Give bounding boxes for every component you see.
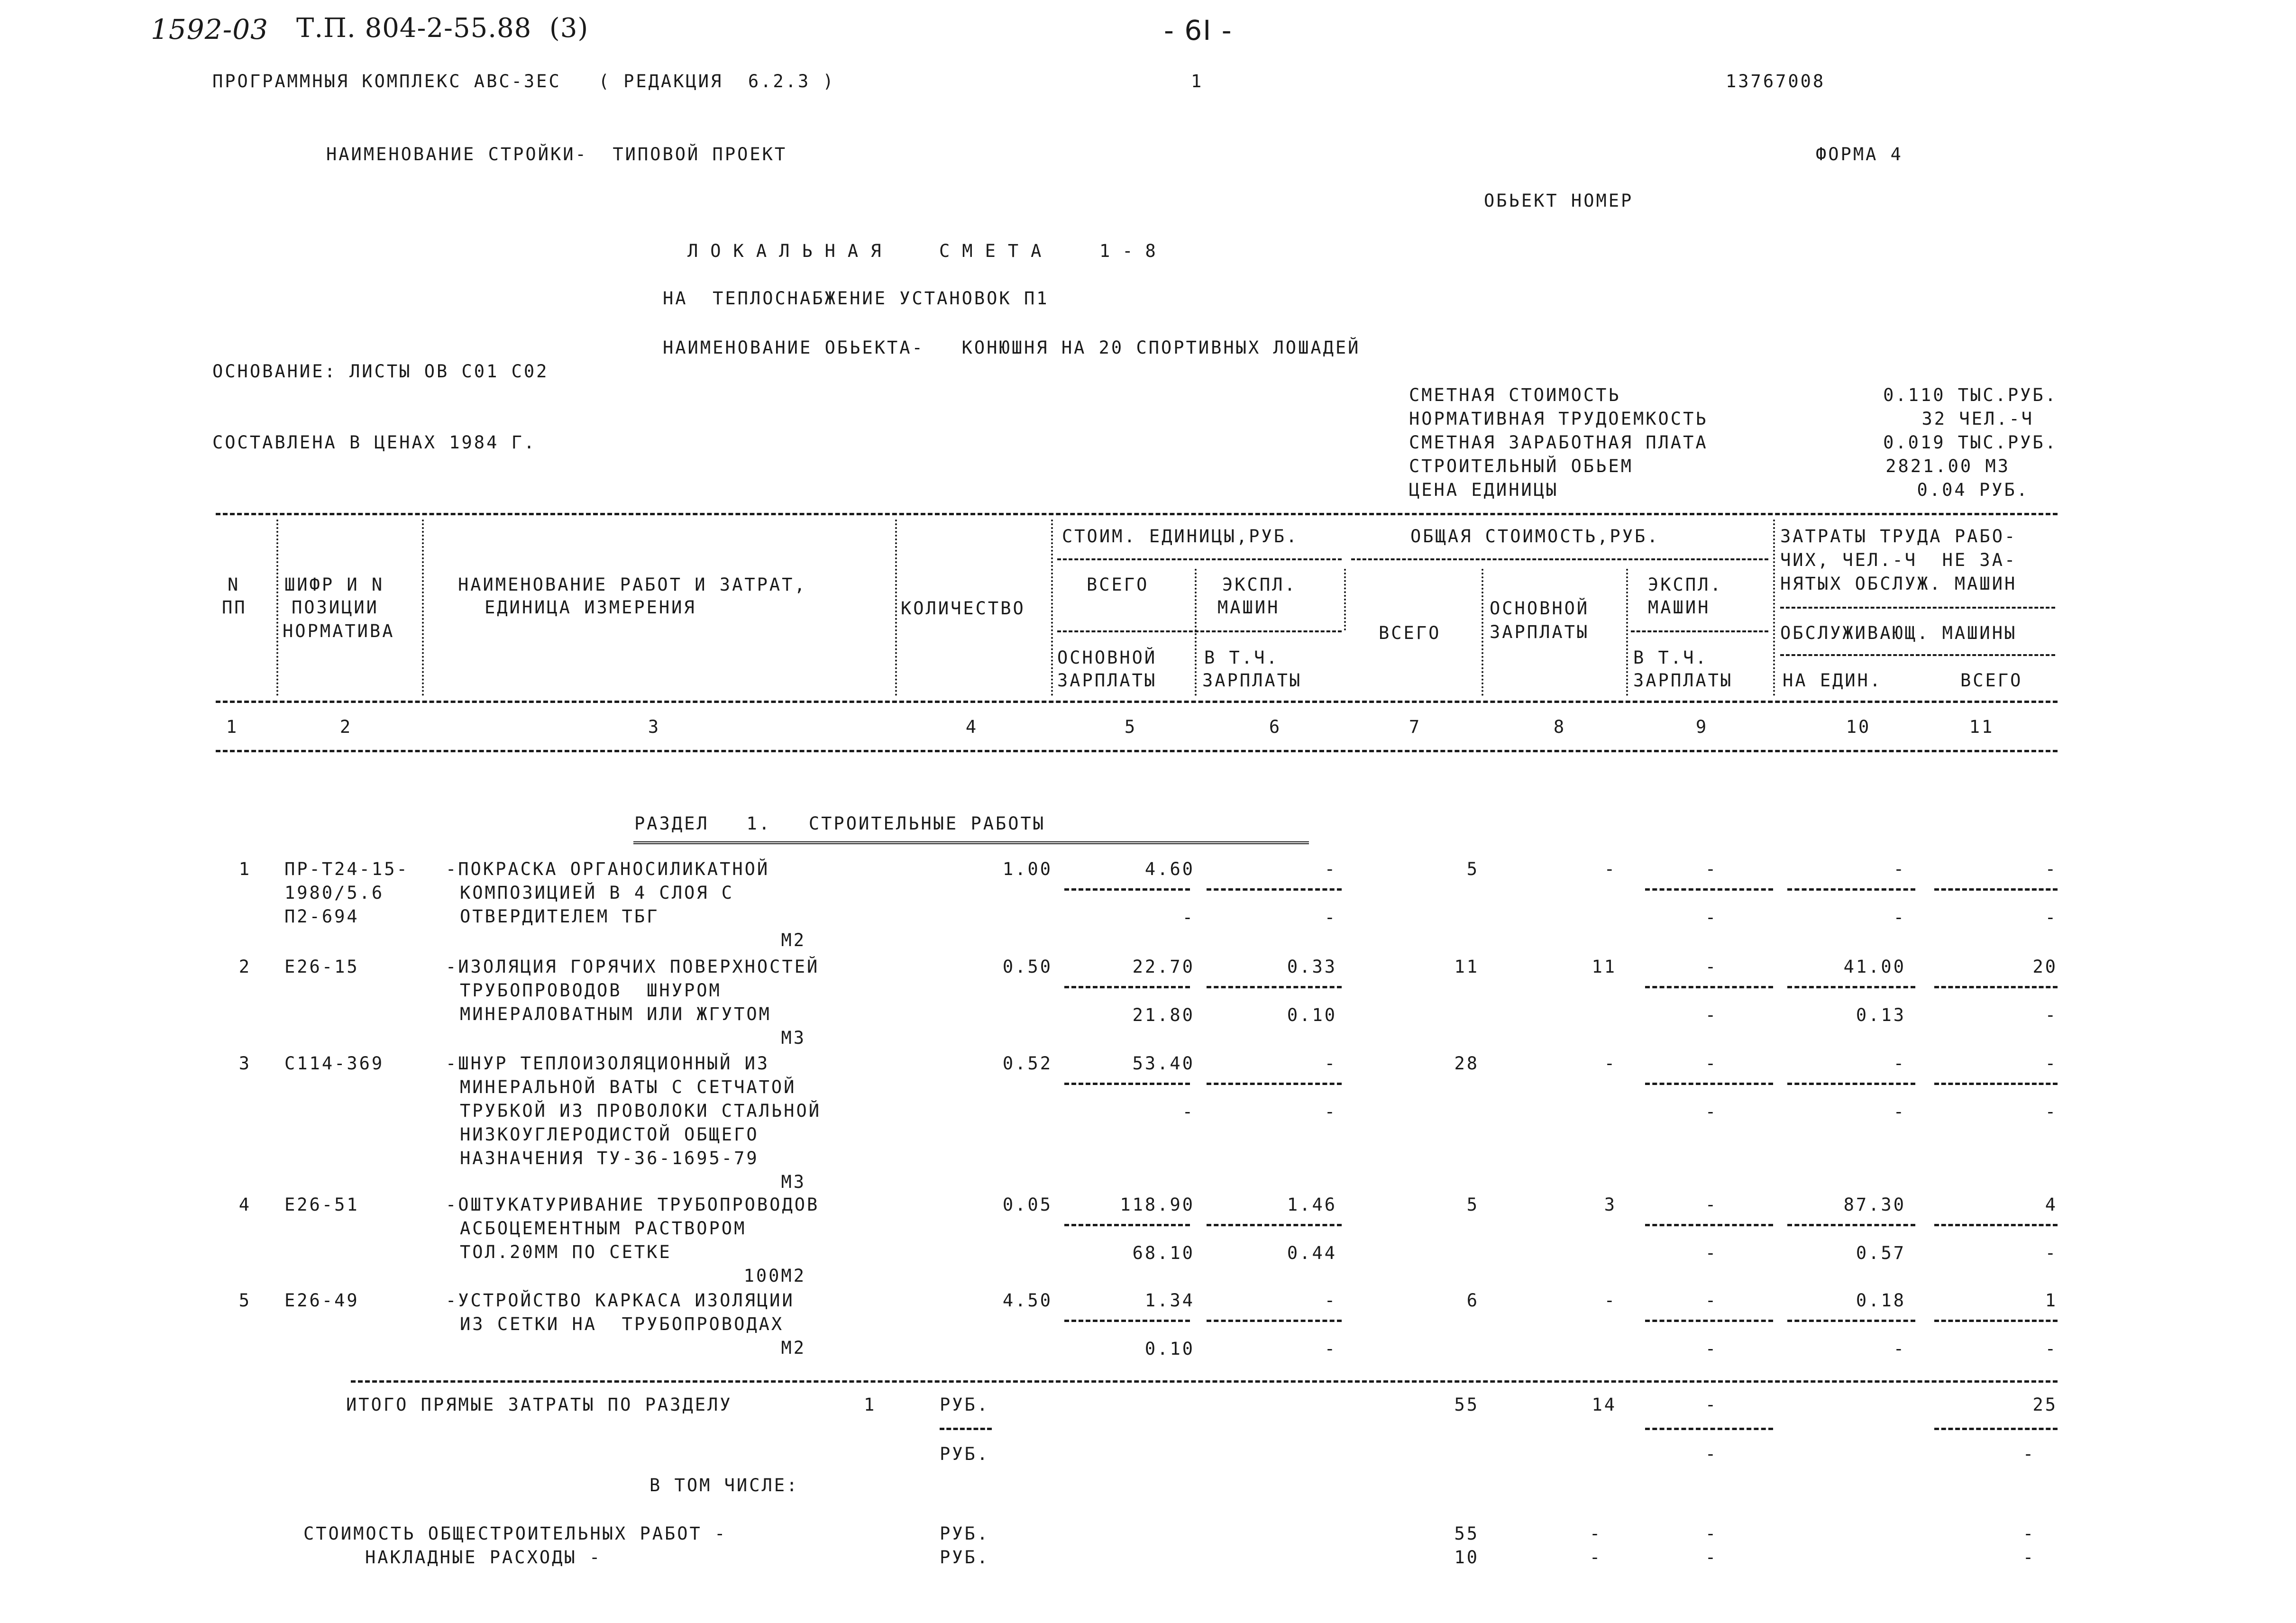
total-cost: 11: [1454, 957, 1479, 977]
labor-total: 20: [2032, 957, 2058, 977]
column-number: 6: [1269, 717, 1282, 737]
cell-subrule: [1787, 1224, 1915, 1226]
total-wages: 3: [1604, 1194, 1617, 1215]
program-line: ПРОГРАММНЫЯ КОМПЛЕКС АВС-3ЕС ( РЕДАКЦИЯ 6.2.3 ): [212, 71, 835, 91]
row-quantity: 1.00: [1002, 859, 1052, 879]
unit-wages-header: ЗАРПЛАТЫ: [1057, 670, 1157, 691]
row-quantity: 0.50: [1002, 957, 1052, 977]
unit-wage-cost: -: [1182, 907, 1195, 928]
labor-unit-header: НА ЕДИН.: [1783, 670, 1883, 691]
section-title: РАЗДЕЛ 1. СТРОИТЕЛЬНЫЕ РАБОТЫ: [634, 813, 1046, 834]
overhead-c11: -: [2022, 1547, 2036, 1568]
row-description: -ШНУР ТЕПЛОИЗОЛЯЦИОННЫЙ ИЗ: [446, 1053, 770, 1074]
totals-subrule: [1934, 1428, 2058, 1430]
price-level: СОСТАВЛЕНА В ЦЕНАХ 1984 Г.: [212, 432, 537, 453]
unit-total-cost: 1.34: [1144, 1290, 1195, 1311]
row-unit: М2: [781, 1338, 806, 1358]
overhead-unit: РУБ.: [940, 1547, 990, 1568]
column-number: 3: [648, 717, 661, 737]
cell-subrule: [1207, 986, 1342, 988]
totals-subrule: [940, 1428, 992, 1430]
column-number: 2: [339, 717, 353, 737]
cell-subrule: [1064, 1320, 1190, 1322]
totals-label: ИТОГО ПРЯМЫЕ ЗАТРАТЫ ПО РАЗДЕЛУ: [346, 1395, 732, 1415]
col-divider: [895, 520, 897, 696]
construction-name: НАИМЕНОВАНИЕ СТРОЙКИ- ТИПОВОЙ ПРОЕКТ: [326, 144, 787, 164]
row-description: ИЗ СЕТКИ НА ТРУБОПРОВОДАХ: [460, 1314, 784, 1334]
basis-line: ОСНОВАНИЕ: ЛИСТЫ ОВ С01 С02: [212, 361, 549, 382]
summary-value: 0.04 РУБ.: [1917, 480, 2029, 500]
row-quantity: 4.50: [1002, 1290, 1052, 1311]
row-description: ТРУБКОЙ ИЗ ПРОВОЛОКИ СТАЛЬНОЙ: [460, 1101, 822, 1121]
labor-group: ЗАТРАТЫ ТРУДА РАБО-: [1780, 526, 2017, 547]
row-description: -ПОКРАСКА ОРГАНОСИЛИКАТНОЙ: [446, 859, 770, 879]
labor-machines-total: -: [2045, 1339, 2058, 1359]
col2-header: НОРМАТИВА: [283, 621, 395, 641]
header-bottom-rule: [216, 750, 2058, 752]
column-number: 8: [1553, 717, 1566, 737]
unit-machine-wage-cost: 0.10: [1287, 1005, 1337, 1025]
total-wages: -: [1604, 1290, 1617, 1311]
cell-subrule: [1934, 1320, 2058, 1322]
project-code: Т.П. 804-2-55.88 (3): [296, 13, 589, 44]
totals-section: 1: [864, 1395, 877, 1415]
total-cost: 5: [1466, 859, 1479, 879]
total-machines-header: МАШИН: [1648, 597, 1711, 618]
unit-machine-wage-cost: -: [1324, 1339, 1337, 1359]
cell-subrule: [1064, 986, 1190, 988]
labor-group: ЧИХ, ЧЕЛ.-Ч НЕ ЗА-: [1780, 550, 2017, 570]
column-number: 4: [965, 717, 979, 737]
cell-subrule: [1934, 888, 2058, 891]
unit-wage-cost: -: [1182, 1102, 1195, 1122]
labor-total-header: ВСЕГО: [1960, 670, 2023, 691]
section-underline: [633, 841, 1309, 844]
unit-total-header: ВСЕГО: [1087, 574, 1149, 595]
total-wages: 11: [1592, 957, 1617, 977]
subheader-rule: [1780, 607, 2055, 609]
header-top-rule: [216, 513, 2058, 515]
cell-subrule: [1207, 1083, 1342, 1085]
total-wages-header: ЗАРПЛАТЫ: [1490, 622, 1590, 642]
row-code: ПР-Т24-15-: [284, 859, 409, 879]
total-cost-group: ОБЩАЯ СТОИМОСТЬ,РУБ.: [1410, 526, 1660, 547]
row-description: АСБОЦЕМЕНТНЫМ РАСТВОРОМ: [460, 1218, 747, 1239]
row-quantity: 0.05: [1002, 1194, 1052, 1215]
labor-per-unit: -: [1893, 859, 1906, 879]
general-works-c9: -: [1705, 1523, 1718, 1544]
unit-machine-cost: -: [1324, 859, 1337, 879]
summary-label: СМЕТНАЯ ЗАРАБОТНАЯ ПЛАТА: [1409, 432, 1708, 453]
cell-subrule: [1207, 888, 1342, 891]
total-machine-wages-header: ЗАРПЛАТЫ: [1633, 670, 1733, 691]
labor-machines-per-unit: -: [1893, 1339, 1906, 1359]
total-cost: 28: [1454, 1053, 1479, 1074]
row-code: Е26-49: [284, 1290, 359, 1311]
row-description: -УСТРОЙСТВО КАРКАСА ИЗОЛЯЦИИ: [446, 1290, 795, 1311]
unit-total-cost: 4.60: [1144, 859, 1195, 879]
subheader-rule: [1057, 630, 1342, 632]
totals-c9: -: [1705, 1395, 1718, 1415]
col-divider: [276, 520, 278, 696]
cell-subrule: [1064, 888, 1190, 891]
subheader-rule: [1631, 630, 1768, 632]
summary-value: 32 ЧЕЛ.-Ч: [1921, 409, 2034, 429]
labor-per-unit: 0.18: [1856, 1290, 1906, 1311]
unit-machine-cost: 0.33: [1287, 957, 1337, 977]
row-code: П2-694: [284, 906, 359, 927]
cell-subrule: [1934, 1224, 2058, 1226]
total-machine-wages: -: [1705, 907, 1718, 928]
unit-machine-wage-cost: -: [1324, 1102, 1337, 1122]
row-code: С114-369: [284, 1053, 384, 1074]
object-name: НАИМЕНОВАНИЕ ОБЬЕКТА- КОНЮШНЯ НА 20 СПОРТИВНЫХ ЛОШАДЕЙ: [663, 337, 1361, 358]
labor-machines-per-unit: 0.57: [1856, 1243, 1906, 1263]
form-label: ФОРМА 4: [1816, 144, 1903, 164]
unit-machines-header: МАШИН: [1217, 597, 1280, 618]
object-number: ОБЬЕКТ НОМЕР: [1484, 191, 1634, 211]
subheader-rule: [1780, 654, 2055, 656]
cell-subrule: [1064, 1083, 1190, 1085]
cell-subrule: [1645, 888, 1773, 891]
labor-total: -: [2045, 1053, 2058, 1074]
row-description: МИНЕРАЛЬНОЙ ВАТЫ С СЕТЧАТОЙ: [460, 1077, 796, 1097]
row-code: Е26-15: [284, 957, 359, 977]
estimate-title: ЛОКАЛЬНАЯ СМЕТА 1-8: [687, 241, 1168, 261]
totals-subrule: [1645, 1428, 1773, 1430]
cell-subrule: [1207, 1224, 1342, 1226]
sheet-handwritten-number: 1592-03: [151, 13, 269, 46]
totals-unit: РУБ.: [940, 1395, 990, 1415]
overhead-c8: -: [1589, 1547, 1602, 1568]
row-description: НАЗНАЧЕНИЯ ТУ-36-1695-79: [460, 1148, 759, 1168]
cell-subrule: [1787, 1083, 1915, 1085]
unit-machine-wage-cost: 0.44: [1287, 1243, 1337, 1263]
labor-machines-total: -: [2045, 1005, 2058, 1025]
overhead-c7: 10: [1454, 1547, 1479, 1568]
row-unit: М3: [781, 1028, 806, 1048]
row-unit: М2: [781, 930, 806, 950]
totals-rule: [351, 1380, 2058, 1383]
row-description: НИЗКОУГЛЕРОДИСТОЙ ОБЩЕГО: [460, 1124, 759, 1145]
col3-header: НАИМЕНОВАНИЕ РАБОТ И ЗАТРАТ,: [458, 574, 807, 595]
cell-subrule: [1207, 1320, 1342, 1322]
total-wages-header: ОСНОВНОЙ: [1490, 598, 1590, 619]
column-number: 11: [1969, 717, 1994, 737]
unit-total-cost: 22.70: [1132, 957, 1195, 977]
row-description: -ИЗОЛЯЦИЯ ГОРЯЧИХ ПОВЕРХНОСТЕЙ: [446, 957, 820, 977]
unit-machine-cost: 1.46: [1287, 1194, 1337, 1215]
total-machines: -: [1705, 1194, 1718, 1215]
total-wages: -: [1604, 859, 1617, 879]
total-machines-header: ЭКСПЛ.: [1648, 574, 1723, 595]
row-code: 1980/5.6: [284, 883, 384, 903]
row-number: 4: [238, 1194, 251, 1215]
col-divider: [1626, 569, 1628, 696]
col2-header: ПОЗИЦИИ: [292, 597, 379, 618]
col1-header: ПП: [222, 597, 247, 618]
general-works-c7: 55: [1454, 1523, 1479, 1544]
labor-total: 1: [2045, 1290, 2058, 1311]
totals-c11: 25: [2032, 1395, 2058, 1415]
total-machine-wages: -: [1705, 1339, 1718, 1359]
cell-subrule: [1645, 1224, 1773, 1226]
column-number: 1: [226, 717, 239, 737]
row-number: 3: [238, 1053, 251, 1074]
unit-wage-cost: 0.10: [1144, 1339, 1195, 1359]
general-works-label: СТОИМОСТЬ ОБЩЕСТРОИТЕЛЬНЫХ РАБОТ -: [303, 1523, 727, 1544]
summary-label: ЦЕНА ЕДИНИЦЫ: [1409, 480, 1559, 500]
total-all-header: ВСЕГО: [1379, 623, 1441, 643]
summary-label: НОРМАТИВНАЯ ТРУДОЕМКОСТЬ: [1409, 409, 1708, 429]
unit-machine-wages-header: ЗАРПЛАТЫ: [1202, 670, 1302, 691]
row-unit: М3: [781, 1172, 806, 1192]
labor-per-unit: 87.30: [1843, 1194, 1906, 1215]
unit-machine-cost: -: [1324, 1290, 1337, 1311]
summary-value: 0.110 ТЫС.РУБ.: [1883, 385, 2058, 405]
column-number: 7: [1409, 717, 1422, 737]
row-description: МИНЕРАЛОВАТНЫМ ИЛИ ЖГУТОМ: [460, 1004, 771, 1024]
row-description: КОМПОЗИЦИЕЙ В 4 СЛОЯ С: [460, 883, 734, 903]
column-number: 5: [1124, 717, 1137, 737]
labor-machines-header: ОБСЛУЖИВАЮЩ. МАШИНЫ: [1780, 623, 2017, 643]
column-number: 9: [1695, 717, 1709, 737]
header-mid-rule: [216, 701, 2058, 703]
unit-total-cost: 118.90: [1120, 1194, 1195, 1215]
labor-machines-total: -: [2045, 1102, 2058, 1122]
row-unit: 100М2: [743, 1266, 806, 1286]
page-number: - 6I -: [1164, 14, 1233, 46]
labor-machines-per-unit: 0.13: [1856, 1005, 1906, 1025]
total-cost: 6: [1466, 1290, 1479, 1311]
col-divider: [1773, 520, 1775, 696]
cell-subrule: [1645, 986, 1773, 988]
unit-machines-header: ЭКСПЛ.: [1222, 574, 1297, 595]
totals-c9b: -: [1705, 1444, 1718, 1464]
totals-c8: 14: [1592, 1395, 1617, 1415]
labor-machines-per-unit: -: [1893, 1102, 1906, 1122]
labor-group: НЯТЫХ ОБСЛУЖ. МАШИН: [1780, 574, 2017, 594]
summary-label: СТРОИТЕЛЬНЫЙ ОБЬЕМ: [1409, 456, 1633, 476]
total-machines: -: [1705, 957, 1718, 977]
labor-total: 4: [2045, 1194, 2058, 1215]
col-divider: [1051, 520, 1053, 696]
unit-cost-group: СТОИМ. ЕДИНИЦЫ,РУБ.: [1062, 526, 1299, 547]
col-divider: [1344, 569, 1346, 630]
cell-subrule: [1787, 888, 1915, 891]
labor-machines-per-unit: -: [1893, 907, 1906, 928]
total-machine-wages: -: [1705, 1005, 1718, 1025]
col1-header: N: [228, 574, 240, 595]
overhead-c9: -: [1705, 1547, 1718, 1568]
unit-total-cost: 53.40: [1132, 1053, 1195, 1074]
labor-per-unit: 41.00: [1843, 957, 1906, 977]
labor-per-unit: -: [1893, 1053, 1906, 1074]
row-description: ОТВЕРДИТЕЛЕМ ТБГ: [460, 906, 659, 927]
cell-subrule: [1934, 986, 2058, 988]
row-description: ТРУБОПРОВОДОВ ШНУРОМ: [460, 980, 722, 1001]
col3-header: ЕДИНИЦА ИЗМЕРЕНИЯ: [485, 597, 696, 618]
unit-wages-header: ОСНОВНОЙ: [1057, 647, 1157, 668]
general-works-c8: -: [1589, 1523, 1602, 1544]
cell-subrule: [1934, 1083, 2058, 1085]
row-description: ТОЛ.20ММ ПО СЕТКЕ: [460, 1242, 672, 1262]
unit-wage-cost: 68.10: [1132, 1243, 1195, 1263]
unit-machine-wage-cost: -: [1324, 907, 1337, 928]
totals-unit2: РУБ.: [940, 1444, 990, 1464]
total-machine-wages: -: [1705, 1243, 1718, 1263]
row-quantity: 0.52: [1002, 1053, 1052, 1074]
col2-header: ШИФР И N: [284, 574, 384, 595]
total-machines: -: [1705, 1053, 1718, 1074]
total-machine-wages-header: В Т.Ч.: [1633, 647, 1708, 668]
row-number: 2: [238, 957, 251, 977]
total-machine-wages: -: [1705, 1102, 1718, 1122]
cell-subrule: [1787, 986, 1915, 988]
subheader-rule: [1351, 558, 1768, 560]
labor-total: -: [2045, 859, 2058, 879]
program-page: 1: [1191, 71, 1204, 91]
row-description: -ОШТУКАТУРИВАНИЕ ТРУБОПРОВОДОВ: [446, 1194, 820, 1215]
unit-machine-wages-header: В Т.Ч.: [1204, 647, 1279, 668]
row-code: Е26-51: [284, 1194, 359, 1215]
col-divider: [1195, 569, 1197, 696]
total-wages: -: [1604, 1053, 1617, 1074]
summary-value: 0.019 ТЫС.РУБ.: [1883, 432, 2058, 453]
summary-label: СМЕТНАЯ СТОИМОСТЬ: [1409, 385, 1621, 405]
summary-value: 2821.00 М3: [1885, 456, 2010, 476]
totals-c11b: -: [2022, 1444, 2036, 1464]
total-machines: -: [1705, 859, 1718, 879]
labor-machines-total: -: [2045, 1243, 2058, 1263]
including-label: В ТОМ ЧИСЛЕ:: [649, 1475, 799, 1495]
unit-machine-cost: -: [1324, 1053, 1337, 1074]
labor-machines-total: -: [2045, 907, 2058, 928]
row-number: 1: [238, 859, 251, 879]
col4-header: КОЛИЧЕСТВО: [901, 598, 1025, 619]
cell-subrule: [1645, 1320, 1773, 1322]
totals-c7: 55: [1454, 1395, 1479, 1415]
cell-subrule: [1645, 1083, 1773, 1085]
total-machines: -: [1705, 1290, 1718, 1311]
overhead-label: НАКЛАДНЫЕ РАСХОДЫ -: [365, 1547, 602, 1568]
general-works-c11: -: [2022, 1523, 2036, 1544]
col-divider: [1482, 569, 1483, 696]
total-cost: 5: [1466, 1194, 1479, 1215]
cell-subrule: [1787, 1320, 1915, 1322]
program-id: 13767008: [1726, 71, 1826, 91]
row-number: 5: [238, 1290, 251, 1311]
cell-subrule: [1064, 1224, 1190, 1226]
general-works-unit: РУБ.: [940, 1523, 990, 1544]
col-divider: [422, 520, 424, 696]
subheader-rule: [1057, 558, 1342, 560]
unit-wage-cost: 21.80: [1132, 1005, 1195, 1025]
column-number: 10: [1846, 717, 1871, 737]
estimate-subtitle: НА ТЕПЛОСНАБЖЕНИЕ УСТАНОВОК П1: [663, 288, 1049, 309]
